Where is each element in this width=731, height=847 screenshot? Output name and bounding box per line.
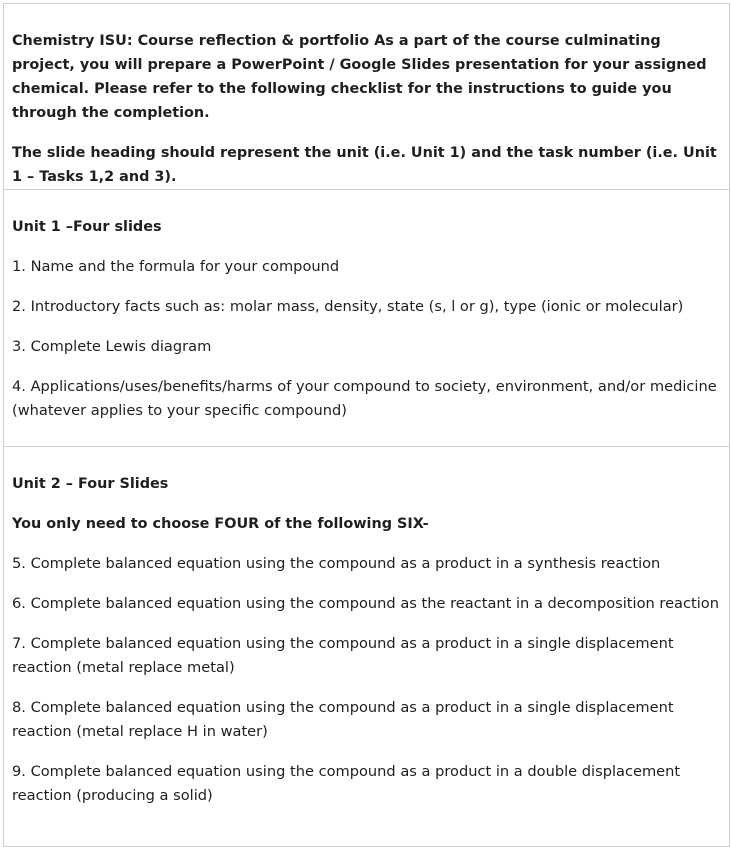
unit-2-cell	[4, 447, 729, 847]
unit-2-item: 8. Complete balanced equation using the compound as a product in a single displacement reaction (metal replace H in water)	[12, 699, 674, 740]
unit-1-heading: Unit 1 –Four slides	[12, 219, 162, 235]
unit-2-heading: Unit 2 – Four Slides	[12, 476, 169, 492]
unit-1-item: 1. Name and the formula for your compound	[12, 258, 340, 275]
unit-2-item: 6. Complete balanced equation using the compound as the reactant in a decomposition reaction	[12, 595, 719, 612]
unit-2-item: 7. Complete balanced equation using the compound as a product in a single displacement reaction (metal replace metal)	[12, 635, 674, 676]
unit-2-item: 5. Complete balanced equation using the compound as a product in a synthesis reaction	[12, 555, 661, 572]
unit-1-item: 3. Complete Lewis diagram	[12, 338, 212, 355]
slide-heading-instruction: The slide heading should represent the unit (i.e. Unit 1) and the task number (i.e. Unit 1 – Tasks 1,2 and 3).	[12, 145, 717, 185]
checklist-table	[3, 3, 730, 847]
intro-paragraph: Chemistry ISU: Course reflection & portfolio As a part of the course culminating project, you will prepare a PowerPoint / Google Slides presentation for your assigned chemical. Please refer to the following checklist for the instructions to guide you through the completion.	[12, 33, 707, 121]
unit-2-instruction: You only need to choose FOUR of the following SIX-	[12, 516, 429, 532]
unit-1-item: 2. Introductory facts such as: molar mass, density, state (s, l or g), type (ionic or molecular)	[12, 298, 684, 315]
unit-2-item: 9. Complete balanced equation using the compound as a product in a double displacement reaction (producing a solid)	[12, 763, 681, 804]
unit-1-cell	[4, 190, 729, 447]
intro-cell	[4, 4, 729, 190]
unit-1-item: 4. Applications/uses/benefits/harms of your compound to society, environment, and/or medicine (whatever applies to your specific compound)	[12, 378, 717, 419]
